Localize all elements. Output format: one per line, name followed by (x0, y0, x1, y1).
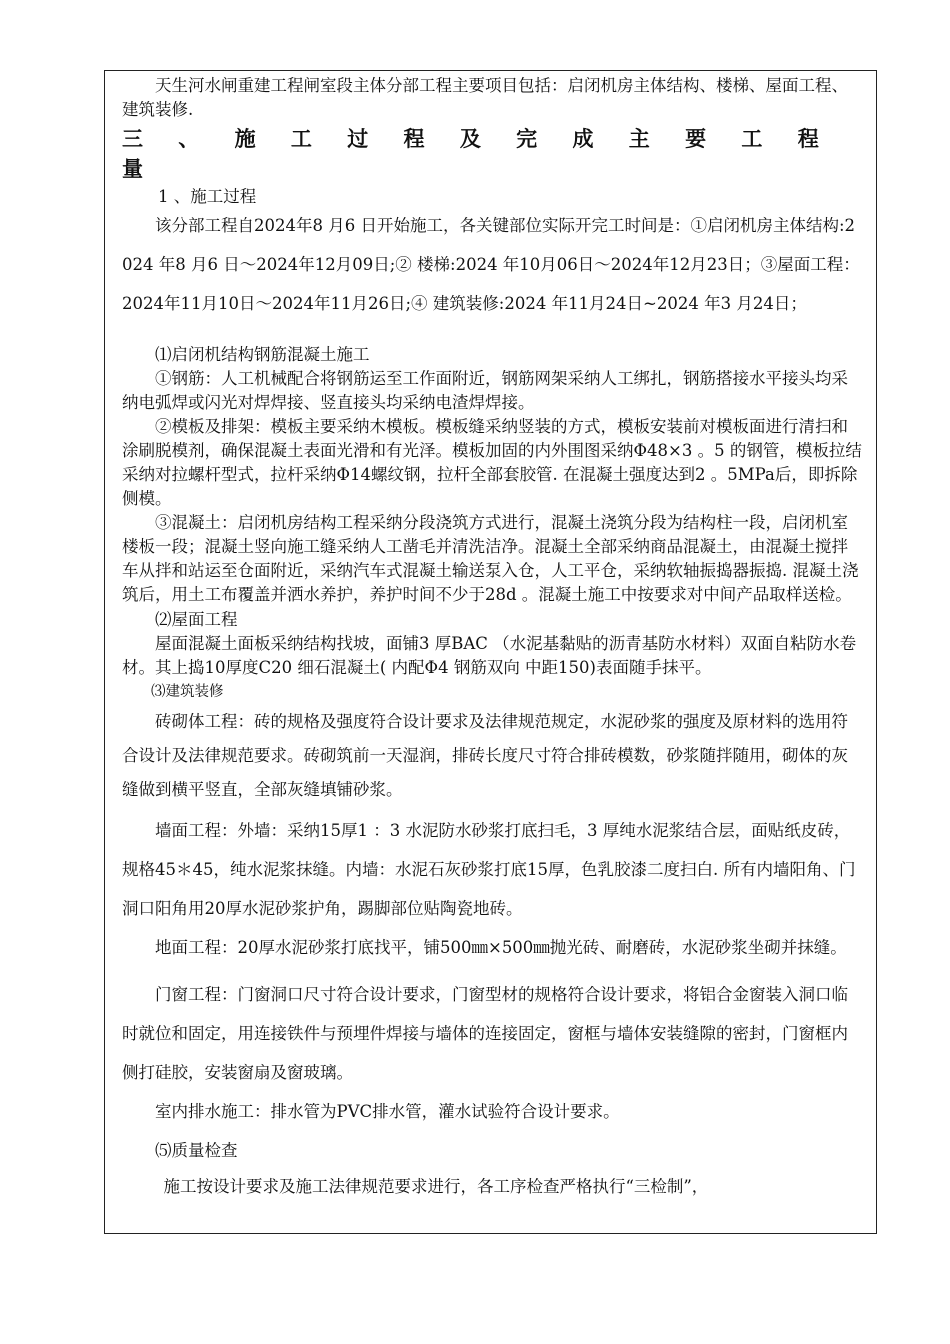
part1-title: ⑴启闭机结构钢筋混凝土施工 (155, 345, 370, 364)
part2-title: ⑵屋面工程 (155, 610, 238, 629)
rebar-paragraph: ①钢筋：人工机械配合将钢筋运至工作面附近，钢筋网架采纳人工绑扎，钢筋搭接水平接头均采纳电弧焊或闪光对焊焊接、竖直接头均采纳电渣焊焊接。 (122, 369, 848, 412)
concrete-paragraph: ③混凝土：启闭机房结构工程采纳分段浇筑方式进行，混凝土浇筑分段为结构柱一段，启闭机室楼板一段；混凝土竖向施工缝采纳人工凿毛并清洗洁净。混凝土全部采纳商品混凝土，由混凝土搅拌车从拌和站运至仓面附近，采纳汽车式混凝土输送泵入仓，人工平仓，采纳软轴振捣器振捣. 混凝土浇筑后，用土工布覆盖并洒水养护，养护时间不少于28d 。混凝土施工中按要求对中间产品取样送检。 (122, 513, 859, 604)
wall-paragraph: 墙面工程：外墙：采纳15厚1 ：3 水泥防水砂浆打底扫毛，3 厚纯水泥浆结合层，面贴纸皮砖，规格45＊45，纯水泥浆抹缝。内墙：水泥石灰砂浆打底15厚，色乳胶漆二度扫白. 所有内墙阳角、门洞口阳角用20厚水泥砂浆护角，踢脚部位贴陶瓷地砖。 (122, 821, 856, 918)
intro-paragraph: 天生河水闸重建工程闸室段主体分部工程主要项目包括：启闭机房主体结构、楼梯、屋面工程、建筑装修. (122, 76, 848, 119)
floor-paragraph: 地面工程：20厚水泥砂浆打底找平，铺500㎜×500㎜抛光砖、耐磨砖，水泥砂浆坐砌并抹缝。 (155, 938, 847, 957)
drainage-paragraph: 室内排水施工：排水管为PVC排水管，灌水试验符合设计要求。 (155, 1102, 620, 1121)
doors-paragraph: 门窗工程：门窗洞口尺寸符合设计要求，门窗型材的规格符合设计要求，将铝合金窗装入洞口临时就位和固定，用连接铁件与预埋件焊接与墙体的连接固定，窗框与墙体安装缝隙的密封，门窗框内侧打硅胶，安装窗扇及窗玻璃。 (122, 985, 848, 1082)
quality-paragraph: 施工按设计要求及施工法律规范要求进行，各工序检查严格执行“三检制”， (163, 1177, 709, 1196)
part3-title: ⑶建筑装修 (151, 684, 224, 700)
document-body (122, 72, 862, 1204)
formwork-paragraph: ②模板及排架：模板主要采纳木模板。模板缝采纳竖装的方式，模板安装前对模板面进行清扫和涂刷脱模剂，确保混凝土表面光滑和有光泽。模板加固的内外围图采纳Φ48×3 。5 的钢管，模板拉结采纳对拉螺杆型式，拉杆采纳Φ14螺纹钢，拉杆全部套胶管. 在混凝土强度达到2 。5MPa后，即拆除侧模。 (122, 417, 862, 508)
masonry-paragraph: 砖砌体工程：砖的规格及强度符合设计要求及法律规范规定，水泥砂浆的强度及原材料的选用符合设计及法律规范要求。砖砌筑前一天湿润，排砖长度尺寸符合排砖模数，砂浆随拌随用，砌体的灰缝做到横平竖直，全部灰缝填铺砂浆。 (122, 712, 848, 799)
roof-paragraph: 屋面混凝土面板采纳结构找坡，面铺3 厚BAC （水泥基黏贴的沥青基防水材料）双面自粘防水卷材。其上捣10厚度C20 细石混凝土( 内配Φ4 钢筋双向 中距150)表面随手抹平。 (122, 634, 857, 677)
part5-title: ⑸质量检查 (155, 1141, 238, 1160)
section-title: 三 、 施 工 过 程 及 完 成 主 要 工 程 量 (122, 126, 833, 181)
subsection-title: 1 、施工过程 (158, 187, 257, 206)
timeline-paragraph: 该分部工程自2024年8 月6 日开始施工，各关键部位实际开完工时间是：①启闭机房主体结构:2024 年8 月6 日～2024年12月09日;② 楼梯:2024 年10月06日～2024年12月23日；③屋面工程：2024年11月10日～2024年11月26日;④ 建筑装修:2024 年11月24日~2024 年3 月24日； (122, 216, 860, 313)
